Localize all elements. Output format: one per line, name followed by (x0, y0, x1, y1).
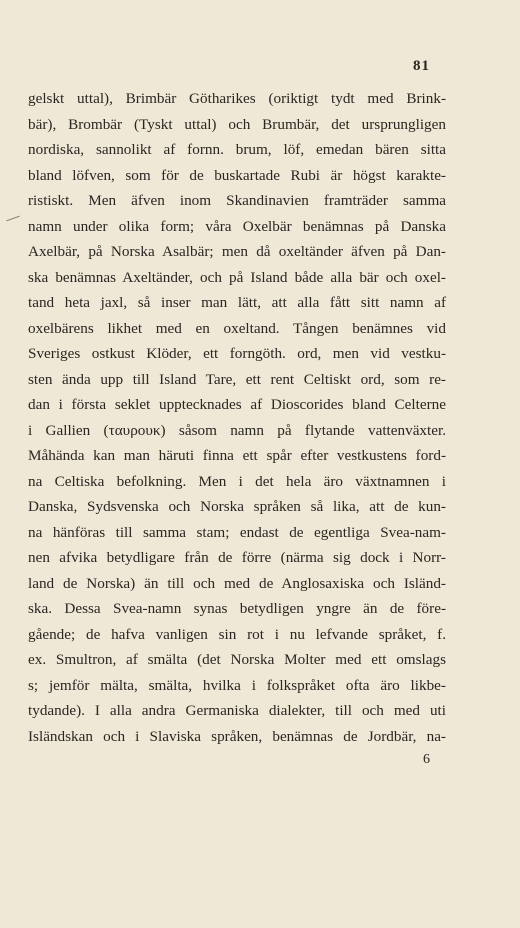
text-line: Axelbär, på Norska Asalbär; men då oxeltänder äfven på Dan- (28, 243, 446, 260)
text-line: gående; de hafva vanligen sin rot i nu lefvande språket, f. (28, 625, 446, 643)
text-line: namn under olika form; våra Oxelbär benämnas på Danska (28, 217, 446, 235)
text-line: bär), Brombär (Tyskt uttal) och Brumbär, det ursprungligen (28, 115, 446, 133)
text-line: Måhända kan man häruti finna ett spår efter vestkustens ford- (28, 447, 446, 464)
text-line: i Gallien (ταυρουκ) såsom namn på flytande vattenväxter. (28, 421, 446, 439)
text-line: Isländskan och i Slaviska språken, benämnas de Jordbär, na- (28, 727, 446, 745)
text-line: na hänföras till samma stam; endast de egentliga Svea-nam- (28, 523, 446, 541)
text-line: oxelbärens likhet med en oxeltand. Tången benämnes vid (28, 319, 446, 337)
text-line: gelskt uttal), Brimbär Götharikes (oriktigt tydt med Brink- (28, 90, 446, 107)
text-line: nordiska, sannolikt af fornn. brum, löf, emedan bären sitta (28, 141, 446, 158)
text-line: nen afvika betydligare från de förre (närma sig dock i Norr- (28, 549, 446, 566)
text-line: na Celtiska befolkning. Men i det hela äro växtnamnen i (28, 472, 446, 490)
text-line: sten ända upp till Island Tare, ett rent Celtiskt ord, som re- (28, 370, 446, 388)
text-line: tand heta jaxl, så inser man lätt, att alla fått sitt namn af (28, 294, 446, 311)
signature-mark: 6 (423, 752, 430, 767)
text-line: ska benämnas Axeltänder, och på Island både alla bär och oxel- (28, 268, 446, 286)
text-line: ska. Dessa Svea-namn synas betydligen yngre än de före- (28, 600, 446, 617)
text-line: dan i första seklet upptecknades af Dioscorides bland Celterne (28, 396, 446, 413)
text-line: land de Norska) än till och med de Anglosaxiska och Isländ- (28, 574, 446, 592)
page-number: 81 (413, 58, 430, 74)
text-line: ex. Smultron, af smälta (det Norska Molter med ett omslags (28, 651, 446, 668)
text-line: Danska, Sydsvenska och Norska språken så lika, att de kun- (28, 498, 446, 515)
margin-mark (6, 216, 19, 222)
text-line: s; jemför mälta, smälta, hvilka i folkspråket ofta äro likbe- (28, 676, 446, 694)
text-line: bland löfven, som för de buskartade Rubi är högst karakte- (28, 166, 446, 184)
text-line: tydande). I alla andra Germaniska dialekter, till och med uti (28, 702, 446, 719)
text-line: Sveriges ostkust Klöder, ett forngöth. ord, men vid vestku- (28, 345, 446, 362)
body-text (28, 86, 446, 749)
text-line: ristiskt. Men äfven inom Skandinavien framträder samma (28, 192, 446, 209)
